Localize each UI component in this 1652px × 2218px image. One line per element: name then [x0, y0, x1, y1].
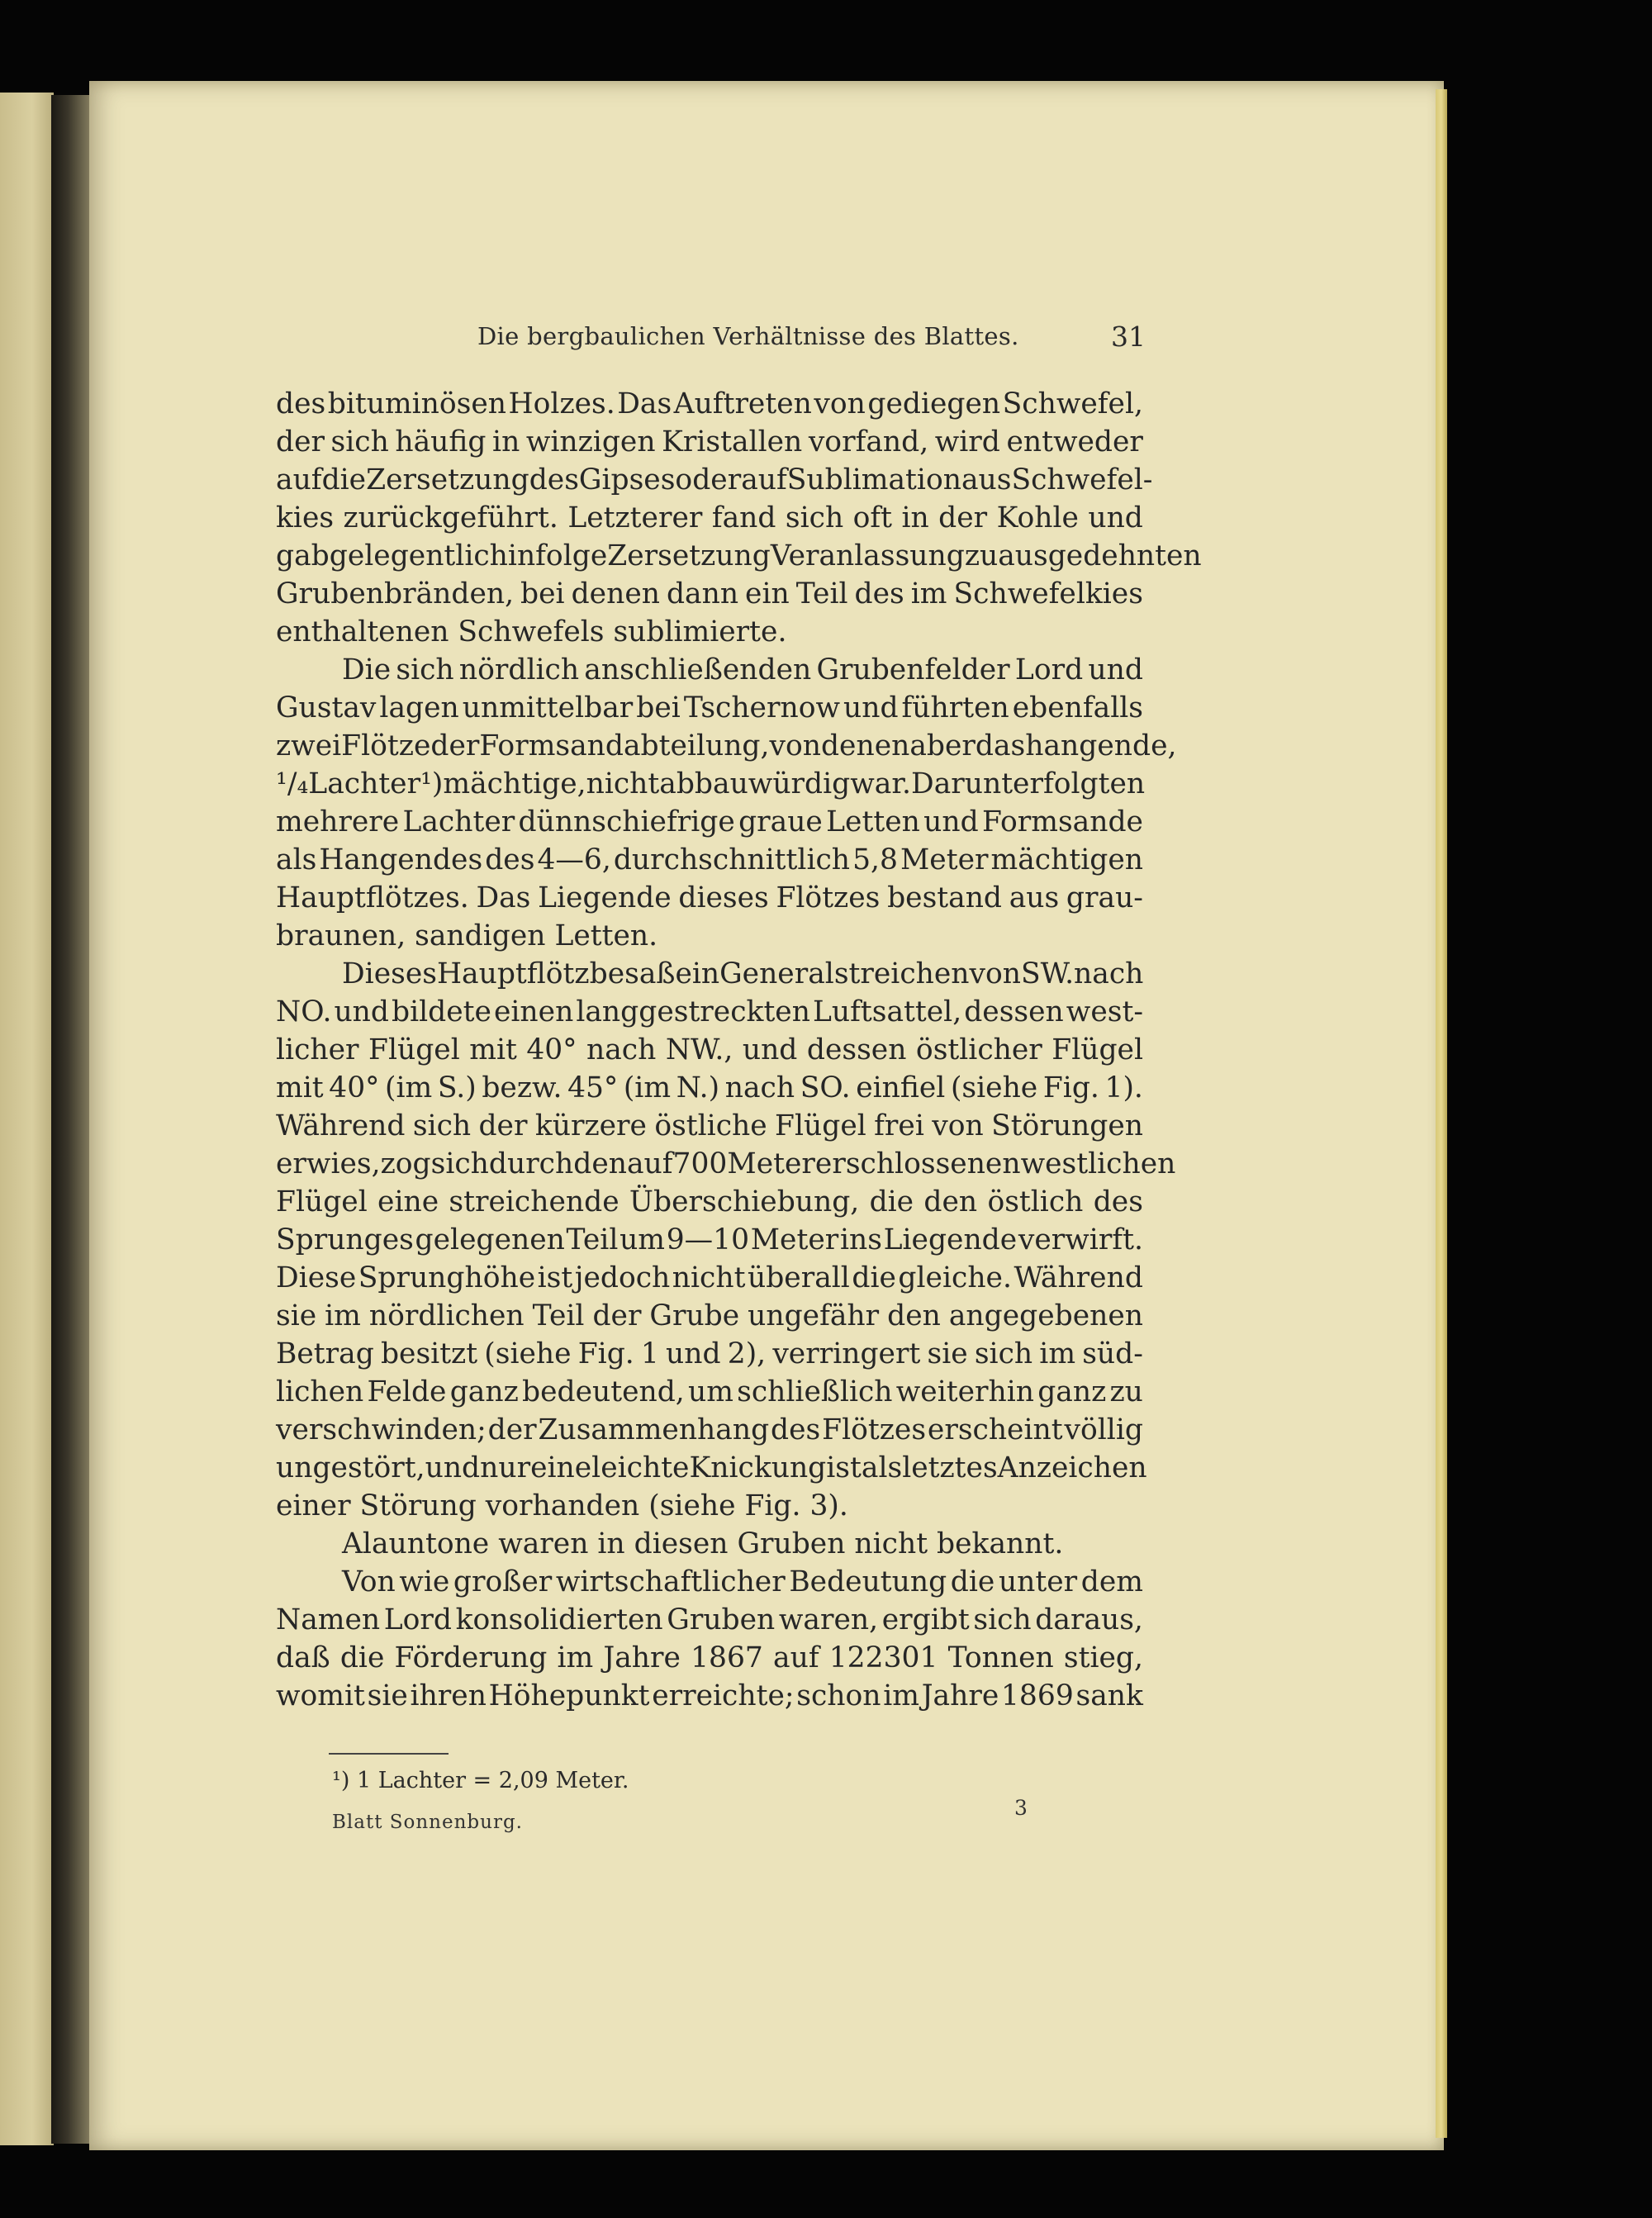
text-line: der sich häufig in winzigen Kristallen vorfand, wird entweder [276, 425, 1143, 458]
sheet-signature: Blatt Sonnenburg. [332, 1812, 523, 1833]
text-line: womit sie ihren Höhepunkt erreichte; schon im Jahre 1869 sank [276, 1679, 1143, 1712]
book-gutter [51, 95, 93, 2144]
text-line: erwies, zog sich durch den auf 700 Meter erschlossenen westlichen [276, 1147, 1176, 1180]
text-line: Grubenbränden, bei denen dann ein Teil des im Schwefelkies [276, 577, 1143, 610]
text-line: Gustav lagen unmittelbar bei Tschernow und führten ebenfalls [276, 691, 1143, 724]
text-line: Flügel eine streichende Überschiebung, die den östlich des [276, 1185, 1143, 1218]
text-line: braunen, sandigen Letten. [276, 919, 658, 952]
body-text [276, 385, 1202, 1715]
running-head: Die bergbaulichen Verhältnisse des Blattes. [477, 322, 1019, 350]
text-line: Hauptflötzes. Das Liegende dieses Flötzes bestand aus grau- [276, 881, 1143, 914]
sheet-number: 3 [1014, 1796, 1028, 1820]
text-line: Betrag besitzt (siehe Fig. 1 und 2), verringert sie sich im süd- [276, 1337, 1143, 1370]
text-line: licher Flügel mit 40° nach NW., und dessen östlicher Flügel [276, 1033, 1143, 1066]
text-line: kies zurückgeführt. Letzterer fand sich oft in der Kohle und [276, 501, 1143, 534]
text-line: Sprunges gelegenen Teil um 9—10 Meter ins Liegende verwirft. [276, 1223, 1143, 1256]
text-line: Während sich der kürzere östliche Flügel frei von Störungen [276, 1109, 1143, 1142]
text-line: Namen Lord konsolidierten Gruben waren, ergibt sich daraus, [276, 1603, 1143, 1636]
text-line: verschwinden; der Zusammenhang des Flötzes erscheint völlig [276, 1413, 1143, 1446]
text-line: sie im nördlichen Teil der Grube ungefähr den angegebenen [276, 1299, 1143, 1332]
text-line: als Hangendes des 4—6, durchschnittlich 5,8 Meter mächtigen [276, 843, 1143, 876]
footnote-rule [329, 1753, 449, 1755]
text-line: gab gelegentlich infolge Zersetzung Veranlassung zu ausgedehnten [276, 539, 1202, 572]
text-line: Die sich nördlich anschließenden Grubenfelder Lord und [342, 653, 1143, 686]
text-line: Alauntone waren in diesen Gruben nicht bekannt. [342, 1527, 1064, 1560]
text-line: mit 40° (im S.) bezw. 45° (im N.) nach SO. einfiel (siehe Fig. 1). [276, 1071, 1143, 1104]
text-line: zwei Flötze der Formsandabteilung, von denen aber das hangende, [276, 729, 1177, 762]
facing-page-edge [0, 93, 54, 2145]
text-line: enthaltenen Schwefels sublimierte. [276, 615, 787, 648]
page-stack-edge [1436, 89, 1447, 2138]
text-line: ¹/₄ Lachter¹) mächtige, nicht abbauwürdig war. Darunter folgten [276, 767, 1146, 800]
text-line: Diese Sprunghöhe ist jedoch nicht überall die gleiche. Während [276, 1261, 1143, 1294]
text-line: Dieses Hauptflötz besaß ein Generalstreichen von SW. nach [342, 957, 1144, 990]
page-number: 31 [1111, 321, 1146, 353]
footnote: ¹) 1 Lachter = 2,09 Meter. [332, 1768, 629, 1793]
text-line: lichen Felde ganz bedeutend, um schließlich weiterhin ganz zu [276, 1375, 1143, 1408]
text-line: ungestört, und nur eine leichte Knickung ist als letztes Anzeichen [276, 1451, 1147, 1484]
text-line: NO. und bildete einen langgestreckten Luftsattel, dessen west- [276, 995, 1143, 1028]
text-line: einer Störung vorhanden (siehe Fig. 3). [276, 1489, 848, 1522]
text-line: daß die Förderung im Jahre 1867 auf 122301 Tonnen stieg, [276, 1641, 1143, 1674]
text-line: auf die Zersetzung des Gipses oder auf Sublimation aus Schwefel- [276, 463, 1153, 496]
text-line: mehrere Lachter dünnschiefrige graue Letten und Formsande [276, 805, 1143, 838]
text-line: Von wie großer wirtschaftlicher Bedeutung die unter dem [342, 1565, 1143, 1598]
text-line: des bituminösen Holzes. Das Auftreten von gediegen Schwefel, [276, 387, 1143, 420]
